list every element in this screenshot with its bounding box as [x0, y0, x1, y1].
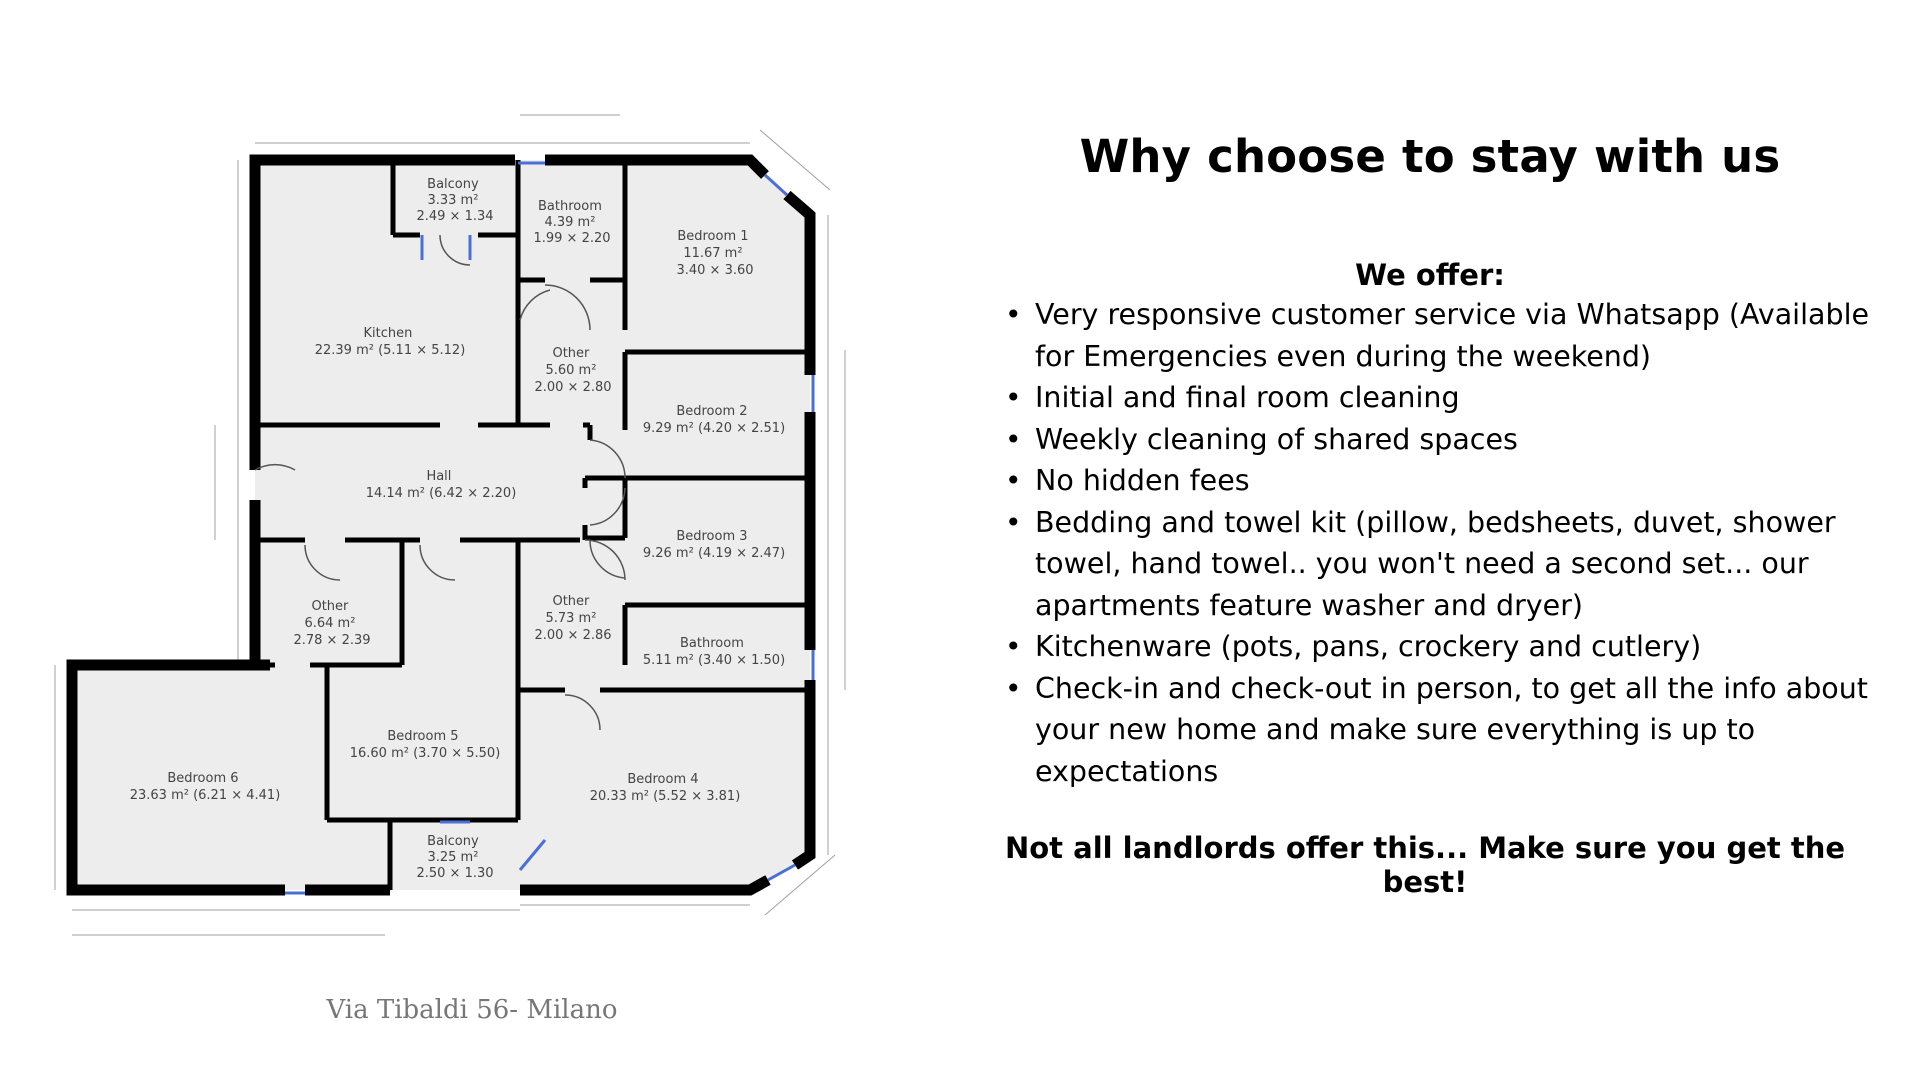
- feature-list: [985, 294, 1875, 792]
- floor-plan: [0, 0, 880, 980]
- feature-item: • Bedding and towel kit (pillow, bedsheets, duvet, shower towel, hand towel.. you won't need a second set... our apartments feature washer and dryer): [1035, 502, 1875, 627]
- room-bedroom-1: Bedroom 1 11.67 m² 3.40 × 3.60: [676, 229, 754, 278]
- feature-item: • Very responsive customer service via Whatsapp (Available for Emergencies even during the weekend): [1035, 294, 1875, 377]
- room-hall: Hall 14.14 m² (6.42 × 2.20): [365, 469, 517, 501]
- room-bedroom-2: Bedroom 2 9.29 m² (4.20 × 2.51): [642, 404, 786, 436]
- offer-subtitle: We offer:: [1355, 258, 1505, 292]
- room-bathroom-top: Bathroom 4.39 m² 1.99 × 2.20: [533, 199, 611, 246]
- closing-statement: Not all landlords offer this... Make sure you get the best!: [1004, 831, 1846, 899]
- room-other-mid: Other 5.73 m² 2.00 × 2.86: [534, 594, 612, 643]
- benefits-panel: [985, 130, 1875, 899]
- room-bedroom-6: Bedroom 6 23.63 m² (6.21 × 4.41): [129, 771, 281, 803]
- room-bedroom-3: Bedroom 3 9.26 m² (4.19 × 2.47): [642, 529, 786, 561]
- room-balcony-bottom: Balcony 3.25 m² 2.50 × 1.30: [416, 834, 494, 881]
- room-bedroom-4: Bedroom 4 20.33 m² (5.52 × 3.81): [589, 772, 741, 804]
- panel-title: Why choose to stay with us: [1079, 130, 1781, 183]
- feature-item: • Check-in and check-out in person, to get all the info about your new home and make sure everything is up to expectations: [1035, 668, 1875, 793]
- room-other-top: Other 5.60 m² 2.00 × 2.80: [534, 346, 612, 395]
- feature-item: • Kitchenware (pots, pans, crockery and cutlery): [1035, 626, 1875, 668]
- address-caption: Via Tibaldi 56- Milano: [326, 995, 618, 1025]
- room-kitchen: Kitchen 22.39 m² (5.11 × 5.12): [314, 326, 466, 358]
- feature-item: • Initial and final room cleaning: [1035, 377, 1875, 419]
- room-bedroom-5: Bedroom 5 16.60 m² (3.70 × 5.50): [349, 729, 501, 761]
- room-balcony-top: Balcony 3.33 m² 2.49 × 1.34: [416, 177, 494, 224]
- feature-item: • Weekly cleaning of shared spaces: [1035, 419, 1875, 461]
- room-bathroom-right: Bathroom 5.11 m² (3.40 × 1.50): [642, 636, 786, 668]
- feature-item: • No hidden fees: [1035, 460, 1875, 502]
- room-other-left: Other 6.64 m² 2.78 × 2.39: [293, 599, 371, 648]
